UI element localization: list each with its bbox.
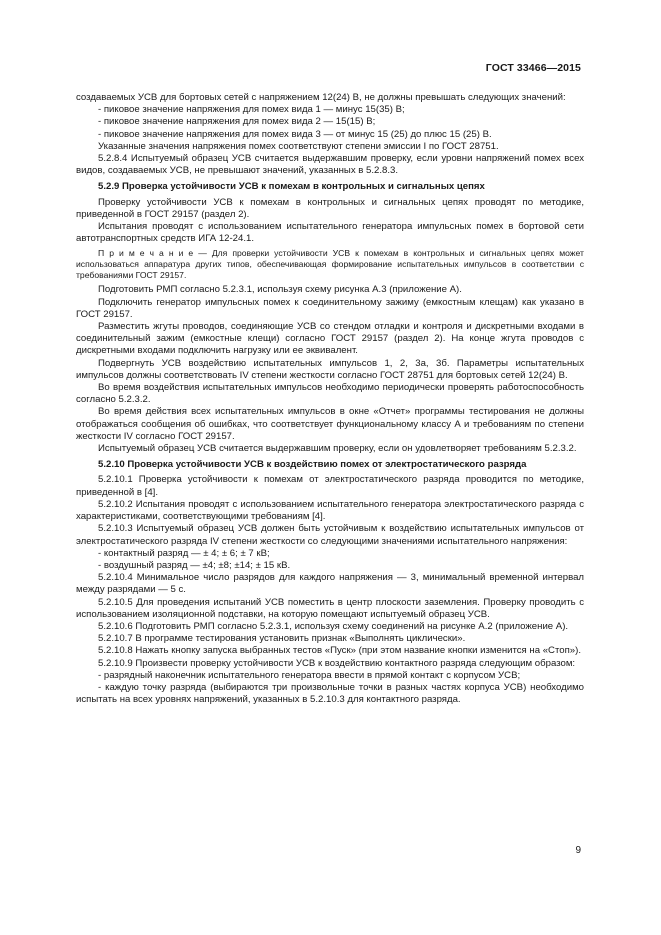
paragraph: Проверку устойчивости УСВ к помехам в контрольных и сигнальных цепях проводят по методике, приведенной в ГОСТ 29157 (раздел 2). — [76, 196, 584, 220]
paragraph: 5.2.10.7 В программе тестирования установить признак «Выполнять циклически». — [98, 633, 466, 645]
paragraph: 5.2.10.9 Произвести проверку устойчивости УСВ к воздействию контактного разряда следующим образом: — [98, 657, 576, 669]
paragraph: 5.2.10.6 Подготовить РМП согласно 5.2.3.1, используя схему соединений на рисунке А.2 (приложение А). — [98, 620, 569, 632]
paragraph: 5.2.10.3 Испытуемый образец УСВ должен быть устойчивым к воздействию испытательных импульсов от электростатического разряда IV степени жесткости со следующими значениями испытательного напряжения: — [76, 523, 584, 547]
page-number: 9 — [575, 845, 581, 856]
document-code-header: ГОСТ 33466—2015 — [485, 62, 581, 74]
list-item: - воздушный разряд — ±4; ±8; ±14; ± 15 кВ. — [98, 559, 291, 571]
list-item: - пиковое значение напряжения для помех вида 3 — от минус 15 (25) до плюс 15 (25) В. — [98, 128, 492, 140]
paragraph: Испытания проводят с использованием испытательного генератора импульсных помех в бортовой сети автотранспортных средств ИГА 12-24.1. — [76, 221, 584, 245]
paragraph: Испытуемый образец УСВ считается выдержавшим проверку, если он удовлетворяет требованиям 5.2.3.2. — [98, 443, 577, 455]
paragraph: 5.2.10.1 Проверка устойчивости к помехам от электростатического разряда проводится по методике, приведенной в [4]. — [76, 474, 584, 498]
note-paragraph: П р и м е ч а н и е — Для проверки устойчивости УСВ к помехам в контрольных и сигнальных цепях может использоваться аппаратура других типов, обеспечивающая формирование испытательных импульсов в соответствии с требованиями ГОСТ 29157. — [76, 248, 584, 281]
section-heading-5-2-9: 5.2.9 Проверка устойчивости УСВ к помехам в контрольных и сигнальных цепях — [98, 181, 485, 193]
paragraph: Подготовить РМП согласно 5.2.3.1, используя схему рисунка А.3 (приложение А). — [98, 284, 462, 296]
paragraph: Подключить генератор импульсных помех к соединительному зажиму (емкостным клещам) как указано в ГОСТ 29157. — [76, 296, 584, 320]
paragraph: Во время воздействия испытательных импульсов необходимо периодически проверять работоспособность согласно 5.2.3.2. — [76, 382, 584, 406]
list-item: - контактный разряд — ± 4; ± 6; ± 7 кВ; — [98, 547, 270, 559]
paragraph: 5.2.8.4 Испытуемый образец УСВ считается выдержавшим проверку, если уровни напряжений помех всех видов, создаваемых УСВ, не превышают значений, указанных в 5.2.8.3. — [76, 153, 584, 177]
paragraph: 5.2.10.8 Нажать кнопку запуска выбранных тестов «Пуск» (при этом название кнопки изменится на «Стоп»). — [98, 645, 581, 657]
paragraph: 5.2.10.2 Испытания проводят с использованием испытательного генератора электростатического разряда с характеристиками, соответствующими требованиям [4]. — [76, 498, 584, 523]
list-item: - пиковое значение напряжения для помех вида 1 — минус 15(35) В; — [98, 104, 405, 116]
paragraph: Во время действия всех испытательных импульсов в окне «Отчет» программы тестирования не должны отображаться сообщения об ошибках, что соответствует функциональному классу А и требованиям по степени жесткости IV согласно ГОСТ 29157. — [76, 406, 584, 442]
paragraph: Подвергнуть УСВ воздействию испытательных импульсов 1, 2, 3а, 3б. Параметры испытательных импульсов должны соответствовать IV степени жесткости согласно ГОСТ 28751 для бортовых сетей 12(24) В. — [76, 357, 584, 381]
section-heading-5-2-10: 5.2.10 Проверка устойчивости УСВ к воздействию помех от электростатического разряда — [98, 459, 527, 471]
paragraph: Указанные значения напряжения помех соответствуют степени эмиссии I по ГОСТ 28751. — [98, 140, 499, 152]
paragraph: 5.2.10.4 Минимальное число разрядов для каждого напряжения — 3, минимальный временной интервал между разрядами — 5 с. — [76, 572, 584, 596]
paragraph: Разместить жгуты проводов, соединяющие УСВ со стендом отладки и контроля и дискретными входами в соединительный зажим (емкостные клещи) согласно ГОСТ 29157 (раздел 2). На конце жгута проводов с дискретными входами подключить нагрузку или ее эквивалент. — [76, 321, 584, 357]
list-item: - разрядный наконечник испытательного генератора ввести в прямой контакт с корпусом УСВ; — [98, 669, 521, 681]
document-body — [76, 92, 584, 706]
list-item: - пиковое значение напряжения для помех вида 2 — 15(15) В; — [98, 116, 376, 128]
list-item: - каждую точку разряда (выбираются три произвольные точки в разных частях корпуса УСВ) необходимо испытать на всех уровнях напряжений, указанных в 5.2.10.3 для контактного разряда. — [76, 681, 584, 706]
paragraph: 5.2.10.5 Для проведения испытаний УСВ поместить в центр плоскости заземления. Проверку проводить с использованием изоляционной подставки, на которую помещают испытуемый образец УСВ. — [76, 596, 584, 620]
paragraph: создаваемых УСВ для бортовых сетей с напряжением 12(24) В, не должны превышать следующих значений: — [76, 92, 566, 103]
